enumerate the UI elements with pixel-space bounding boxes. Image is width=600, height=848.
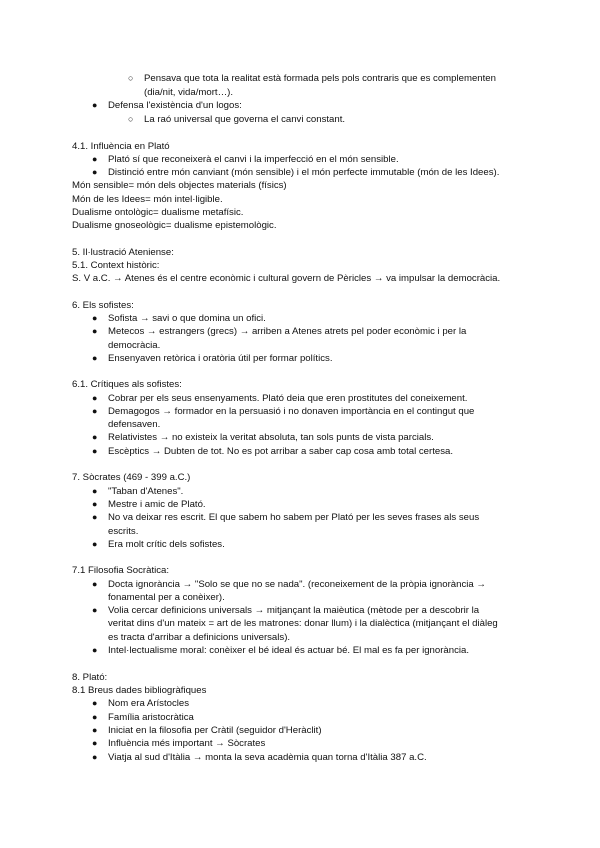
list-item: No va deixar res escrit. El que sabem ho sabem per Plató per les seves frases als seus: [108, 512, 480, 523]
bullet-icon: ●: [92, 486, 98, 496]
list-item: Distinció entre món canviant (món sensible) i el món perfecte immutable (món de les Idees).: [108, 167, 500, 178]
text-line: 6. Els sofistes:: [72, 300, 134, 311]
list-item: "Taban d'Atenes".: [108, 486, 184, 497]
bullet-icon: ●: [92, 738, 98, 748]
bullet-icon: ●: [92, 605, 98, 615]
list-item: Sofista → savi o que domina un ofici.: [108, 313, 266, 324]
list-item: Nom era Arístocles: [108, 698, 190, 709]
bullet-icon: ●: [92, 712, 98, 722]
text-line: 8. Plató:: [72, 672, 108, 683]
bullet-icon: ●: [92, 100, 98, 110]
bullet-icon: ●: [92, 446, 98, 456]
bullet-icon: ●: [92, 406, 98, 416]
list-item: defensaven.: [108, 419, 161, 430]
bullet-icon: ●: [92, 579, 98, 589]
text-line: Món sensible= món dels objectes materials (físics): [72, 180, 287, 191]
list-item: Intel·lectualisme moral: conèixer el bé ideal és actuar bé. El mal es fa per ignorància.: [108, 645, 470, 656]
bullet-icon: ●: [92, 326, 98, 336]
text-line: 7.1 Filosofia Socràtica:: [72, 565, 170, 576]
bullet-icon: ●: [92, 539, 98, 549]
hollow-bullet-icon: ○: [128, 73, 134, 83]
bullet-icon: ●: [92, 499, 98, 509]
list-item: Iniciat en la filosofia per Cràtil (seguidor d'Heràclit): [108, 725, 322, 736]
list-item: Cobrar per els seus ensenyaments. Plató deia que eren prostitutes del coneixement.: [108, 393, 468, 404]
list-item: Metecos → estrangers (grecs) → arriben a Atenes atrets pel poder econòmic i per la: [108, 326, 467, 337]
list-item: Família aristocràtica: [108, 712, 194, 723]
bullet-icon: ●: [92, 154, 98, 164]
text-line: 5.1. Context històric:: [72, 260, 160, 271]
bullet-icon: ●: [92, 698, 98, 708]
bullet-icon: ●: [92, 512, 98, 522]
list-item: Plató sí que reconeixerà el canvi i la imperfecció en el món sensible.: [108, 154, 399, 165]
bullet-icon: ●: [92, 313, 98, 323]
list-item: Volia cercar definicions universals → mitjançant la maièutica (mètode per a descobrir la: [108, 605, 480, 616]
list-item: fonamental per a conèixer).: [108, 592, 225, 603]
bullet-icon: ●: [92, 167, 98, 177]
text-line: Dualisme ontològic= dualisme metafísic.: [72, 207, 244, 218]
bullet-icon: ●: [92, 432, 98, 442]
list-item: escrits.: [108, 526, 139, 537]
list-item: Defensa l'existència d'un logos:: [108, 100, 242, 111]
bullet-icon: ●: [92, 752, 98, 762]
list-item: Demagogos → formador en la persuasió i no donaven importància en el contingut que: [108, 406, 475, 417]
list-item: Influència més important → Sòcrates: [108, 738, 266, 749]
text-line: 4.1. Influència en Plató: [72, 141, 170, 152]
list-item: veritat dins d'un mateix = art de les matrones: donar llum) i la dialèctica (mitjançant el diàleg: [108, 618, 498, 629]
text-line: 6.1. Crítiques als sofistes:: [72, 379, 182, 390]
text-line: 8.1 Breus dades bibliogràfiques: [72, 685, 207, 696]
text-line: Món de les Idees= món intel·ligible.: [72, 194, 223, 205]
text-line: 7. Sòcrates (469 - 399 a.C.): [72, 472, 191, 483]
text-line: S. V a.C. → Atenes és el centre econòmic i cultural govern de Pèricles → va impulsar la democràcia.: [72, 273, 501, 284]
list-item: (dia/nit, vida/mort…).: [144, 87, 234, 98]
list-item: democràcia.: [108, 340, 161, 351]
bullet-icon: ●: [92, 725, 98, 735]
bullet-icon: ●: [92, 645, 98, 655]
list-item: Era molt crític dels sofistes.: [108, 539, 225, 550]
list-item: Pensava que tota la realitat està formada pels pols contraris que es complementen: [144, 73, 496, 84]
bullet-icon: ●: [92, 393, 98, 403]
text-line: 5. Il·lustració Ateniense:: [72, 247, 174, 258]
bullet-icon: ●: [92, 353, 98, 363]
list-item: Viatja al sud d'Itàlia → monta la seva acadèmia quan torna d'Itàlia 387 a.C.: [108, 752, 427, 763]
list-item: La raó universal que governa el canvi constant.: [144, 114, 346, 125]
list-item: Mestre i amic de Plató.: [108, 499, 206, 510]
list-item: Escèptics → Dubten de tot. No es pot arribar a saber cap cosa amb total certesa.: [108, 446, 454, 457]
list-item: Relativistes → no existeix la veritat absoluta, tan sols punts de vista parcials.: [108, 432, 434, 443]
list-item: Docta ignorància → "Solo se que no se nada". (reconeixement de la pròpia ignorància →: [108, 579, 486, 590]
list-item: Ensenyaven retòrica i oratòria útil per formar polítics.: [108, 353, 333, 364]
text-line: Dualisme gnoseològic= dualisme epistemològic.: [72, 220, 277, 231]
hollow-bullet-icon: ○: [128, 114, 134, 124]
list-item: es tracta d'arribar a definicions universals).: [108, 632, 291, 643]
